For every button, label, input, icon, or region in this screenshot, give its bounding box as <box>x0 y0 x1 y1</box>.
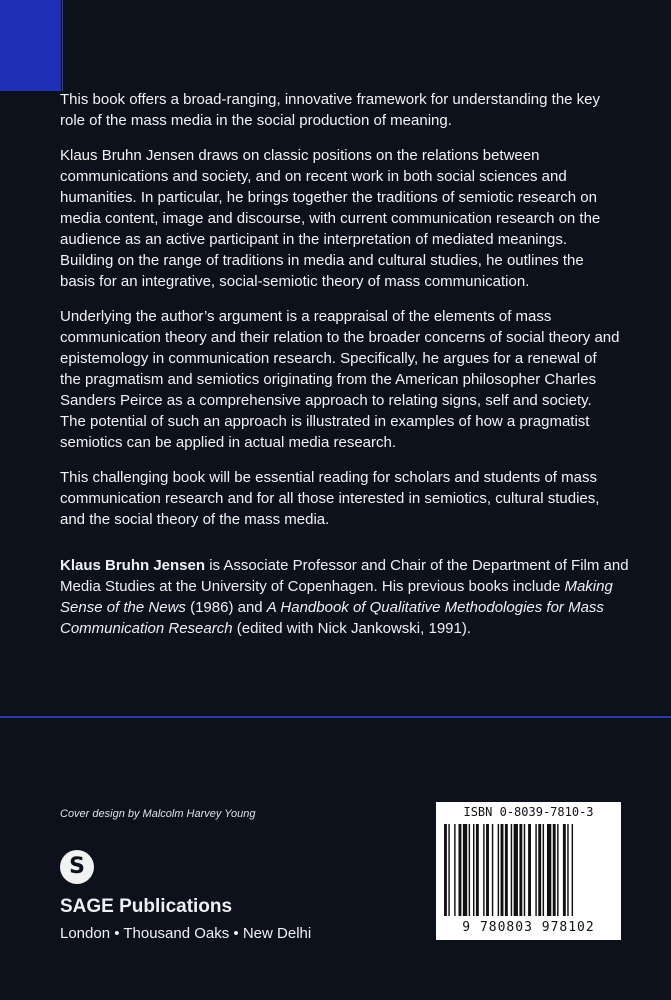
blurb-paragraph-2: Klaus Bruhn Jensen draws on classic positions on the relations between communications and society, and on recent work in both social sciences and humanities. In particular, he brings together the traditions of semiotic research on media content, image and discourse, with current communication research on the audience as an active participant in the interpretation of mediated meanings. Building on the range of traditions in media and cultural studies, he outlines the basis for an integrative, social-semiotic theory of mass communication. <box>60 147 601 290</box>
barcode-icon <box>444 824 613 916</box>
blue-corner-block <box>0 0 61 91</box>
bio-text-1: is Associate Professor and Chair of the Department of Film and Media Studies at the University of Copenhagen. His previous books include <box>60 557 629 595</box>
logo-letter: S <box>69 854 85 879</box>
publisher-name: SAGE Publications <box>60 896 233 917</box>
blurb-paragraph-1: This book offers a broad-ranging, innovative framework for understanding the key role of the mass media in the social production of meaning. <box>60 91 601 129</box>
publisher-locations: London • Thousand Oaks • New Delhi <box>60 925 312 942</box>
barcode-number: 9 780803 978102 <box>462 920 595 935</box>
barcode-box <box>436 802 621 940</box>
cover-design-credit: Cover design by Malcolm Harvey Young <box>60 808 256 820</box>
book-title-1: Making Sense of the News <box>60 578 613 616</box>
bio-text-3: (edited with Nick Jankowski, 1991). <box>232 620 472 637</box>
divider-line <box>0 716 671 718</box>
author-name: Klaus Bruhn Jensen <box>60 557 206 574</box>
isbn-label: ISBN 0-8039-7810-3 <box>463 805 594 819</box>
bio-text-2: (1986) and <box>185 599 267 616</box>
corner-rule <box>62 0 63 91</box>
author-bio <box>60 555 630 639</box>
book-title-2: A Handbook of Qualitative Methodologies for Mass Communication Research <box>60 599 604 637</box>
blurb-paragraph-4: This challenging book will be essential reading for scholars and students of mass communication research and for all those interested in semiotics, cultural studies, and the social theory of the mass media. <box>60 469 600 528</box>
blurb-paragraph-3: Underlying the author’s argument is a reappraisal of the elements of mass communication theory and their relation to the broader concerns of social theory and epistemology in communication research. Specifically, he argues for a renewal of the pragmatism and semiotics originating from the American philosopher Charles Sanders Peirce as a comprehensive approach to relating signs, self and society. The potential of such an approach is illustrated in examples of how a pragmatist semiotics can be applied in actual media research. <box>60 308 620 451</box>
cover-blurb <box>60 89 620 544</box>
sage-logo-icon <box>60 850 94 884</box>
